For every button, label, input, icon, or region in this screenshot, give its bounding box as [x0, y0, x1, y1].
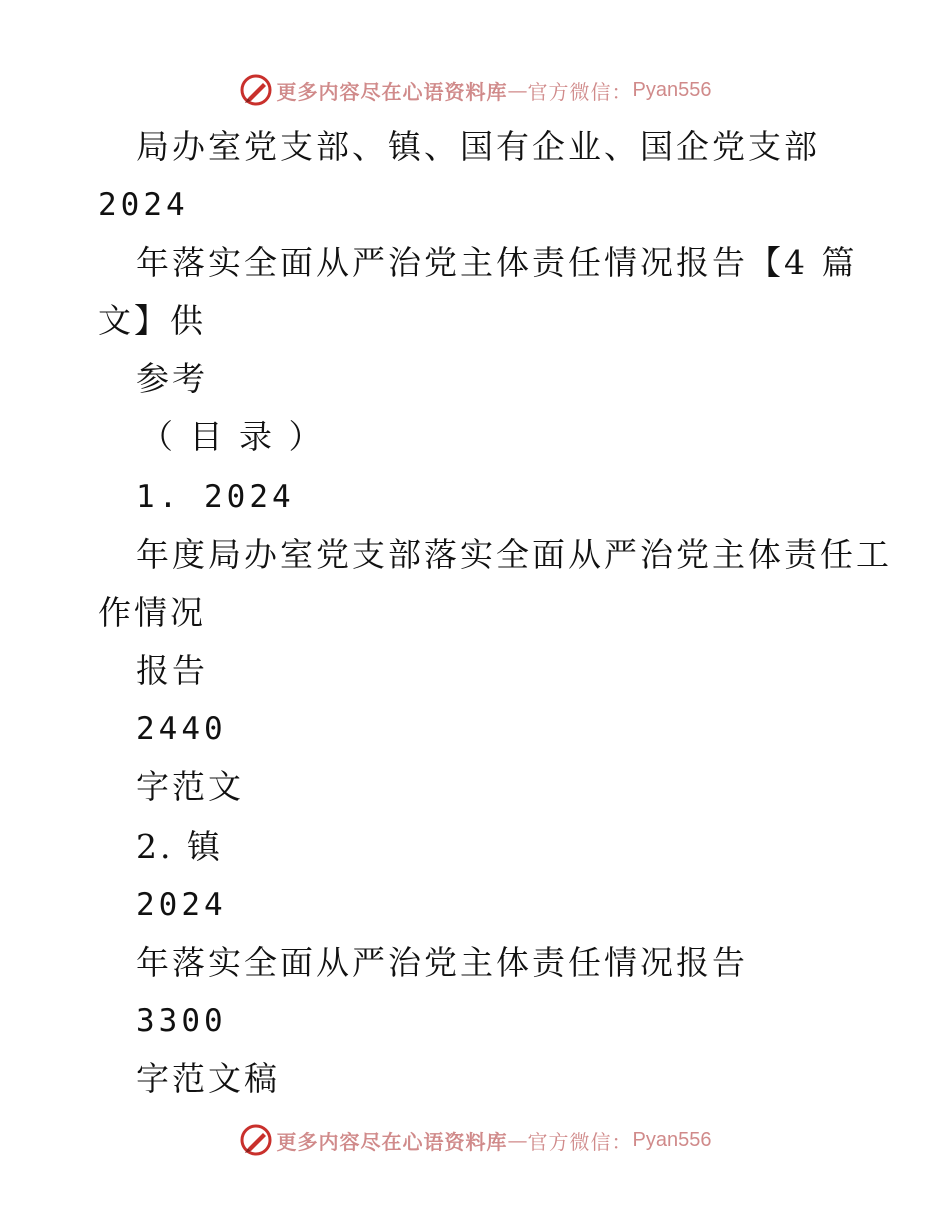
banner-site-text: 更多内容尽在心语资料库: [276, 1129, 508, 1154]
banner-dash: —: [507, 78, 528, 102]
banner-wechat-label: 官方微信：: [527, 1129, 633, 1154]
banner-site-text: 更多内容尽在心语资料库: [276, 79, 508, 104]
title-year: 2024: [98, 187, 189, 223]
footer-banner: [0, 1120, 950, 1160]
toc-item-1-title: 年度局办室党支部落实全面从严治党主体责任工: [136, 535, 892, 574]
toc-heading: （ 目 录 ）: [140, 417, 325, 456]
toc-item-2-count: 3300: [136, 1003, 227, 1039]
title-line-1: 局办室党支部、镇、国有企业、国企党支部: [136, 127, 820, 166]
toc-item-1-title-cont: 作情况: [98, 593, 206, 632]
toc-item-2-number: 2. 镇: [136, 827, 223, 866]
title-line-2: 年落实全面从严治党主体责任情况报告【4 篇: [136, 243, 858, 282]
toc-item-1-count: 2440: [136, 711, 227, 747]
banner-dash: —: [507, 1128, 528, 1152]
title-line-4: 参考: [136, 359, 208, 398]
banner-wechat-id: Pyan556: [632, 78, 712, 101]
pen-logo-icon: [239, 73, 273, 107]
banner-wechat-label: 官方微信：: [527, 79, 633, 104]
banner-wechat-id: Pyan556: [632, 1128, 712, 1151]
header-banner: [0, 70, 950, 110]
toc-item-2-suffix: 字范文稿: [136, 1059, 280, 1098]
toc-item-2-year: 2024: [136, 887, 227, 923]
toc-item-1-number: 1. 2024: [136, 479, 295, 515]
toc-item-1-suffix: 字范文: [136, 767, 244, 806]
pen-logo-icon: [239, 1123, 273, 1157]
title-line-3: 文】供: [98, 301, 206, 340]
toc-item-1-title-end: 报告: [136, 651, 208, 690]
toc-item-2-title: 年落实全面从严治党主体责任情况报告: [136, 943, 748, 982]
